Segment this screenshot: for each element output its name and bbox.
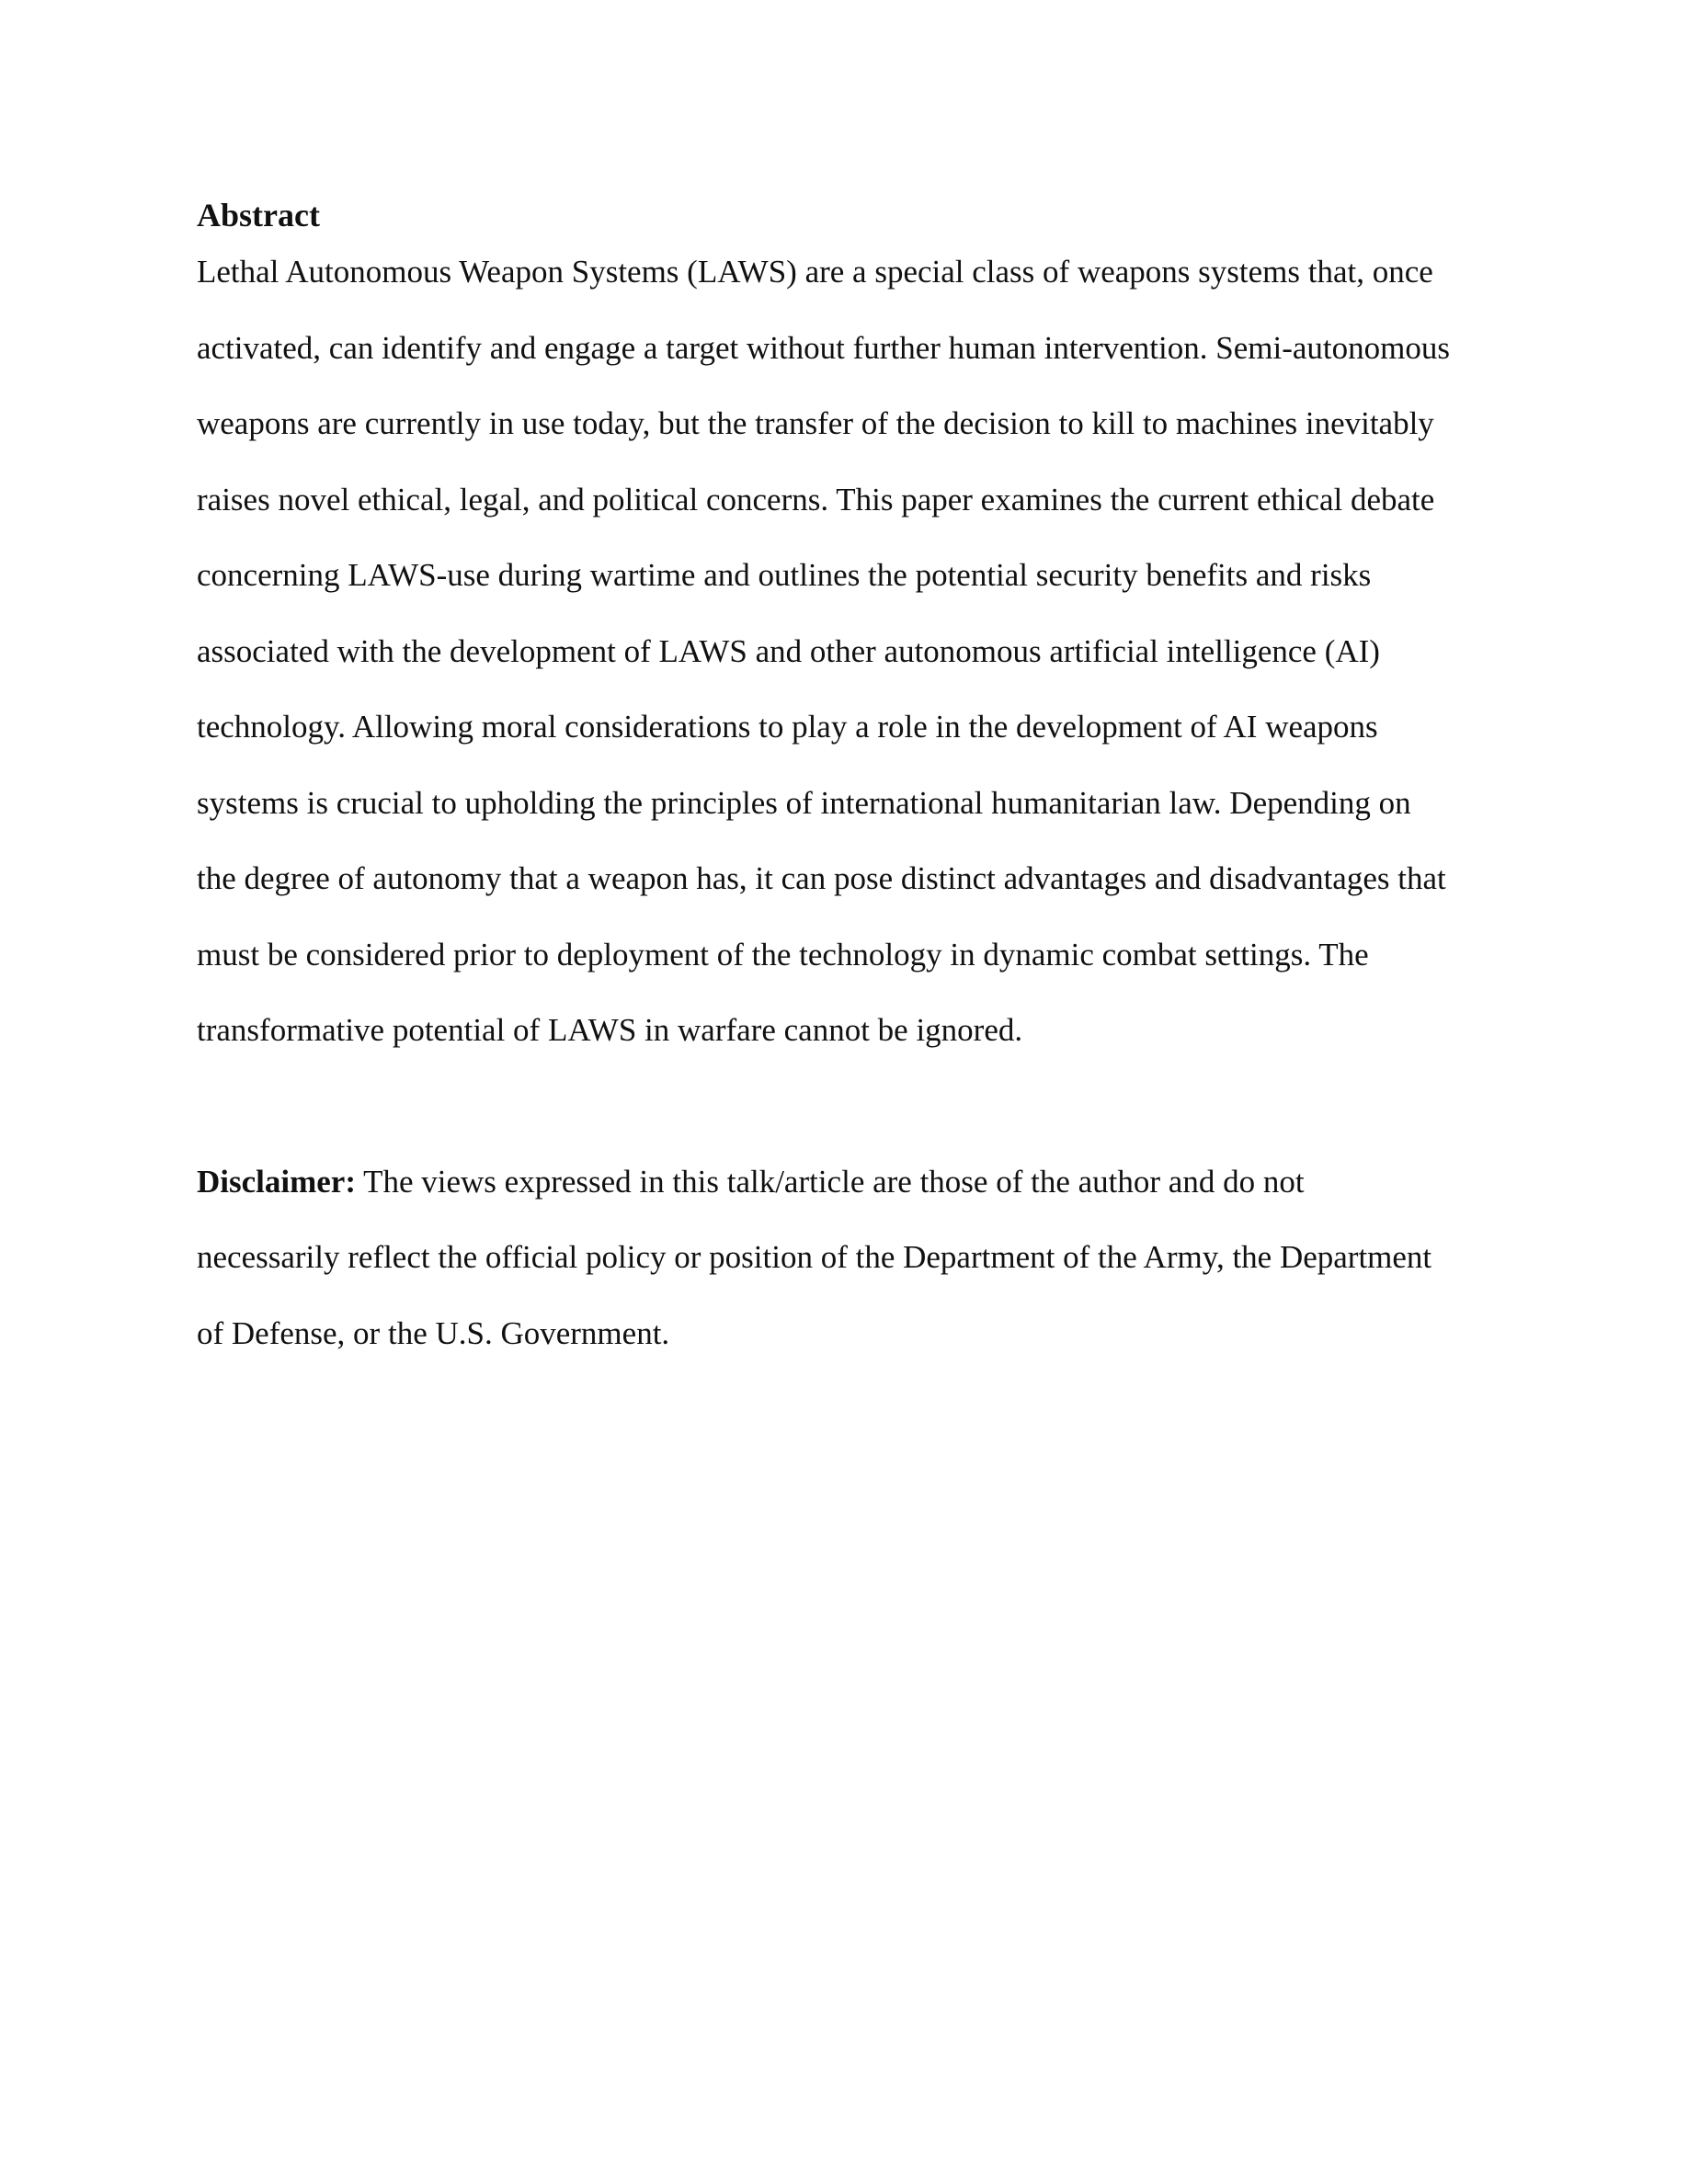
abstract-line: Lethal Autonomous Weapon Systems (LAWS) are a special class of weapons systems that, once xyxy=(197,254,1433,290)
abstract-line: concerning LAWS-use during wartime and outlines the potential security benefits and risks xyxy=(197,557,1372,593)
disclaimer-text: The views expressed in this talk/article are those of the author and do not xyxy=(355,1163,1305,1200)
disclaimer-line: necessarily reflect the official policy or position of the Department of the Army, the Department xyxy=(197,1239,1432,1275)
abstract-heading: Abstract xyxy=(197,197,320,233)
disclaimer-paragraph xyxy=(197,1162,1502,1390)
abstract-paragraph xyxy=(197,252,1502,1086)
disclaimer-line xyxy=(197,1162,1502,1238)
disclaimer-label: Disclaimer: xyxy=(197,1163,356,1200)
disclaimer-line: of Defense, or the U.S. Government. xyxy=(197,1314,670,1351)
abstract-line: weapons are currently in use today, but the transfer of the decision to kill to machines inevitably xyxy=(197,405,1434,441)
abstract-line: activated, can identify and engage a target without further human intervention. Semi-autonomous xyxy=(197,329,1450,366)
abstract-line: transformative potential of LAWS in warfare cannot be ignored. xyxy=(197,1012,1023,1048)
abstract-line: raises novel ethical, legal, and political concerns. This paper examines the current ethical debate xyxy=(197,481,1435,518)
page-content xyxy=(197,195,1502,1389)
abstract-line: technology. Allowing moral considerations to play a role in the development of AI weapons xyxy=(197,709,1378,745)
abstract-line: the degree of autonomy that a weapon has, it can pose distinct advantages and disadvantages that xyxy=(197,860,1446,896)
abstract-line: must be considered prior to deployment of the technology in dynamic combat settings. The xyxy=(197,936,1369,973)
abstract-line: associated with the development of LAWS and other autonomous artificial intelligence (AI) xyxy=(197,632,1380,669)
abstract-line: systems is crucial to upholding the principles of international humanitarian law. Depending on xyxy=(197,784,1411,821)
